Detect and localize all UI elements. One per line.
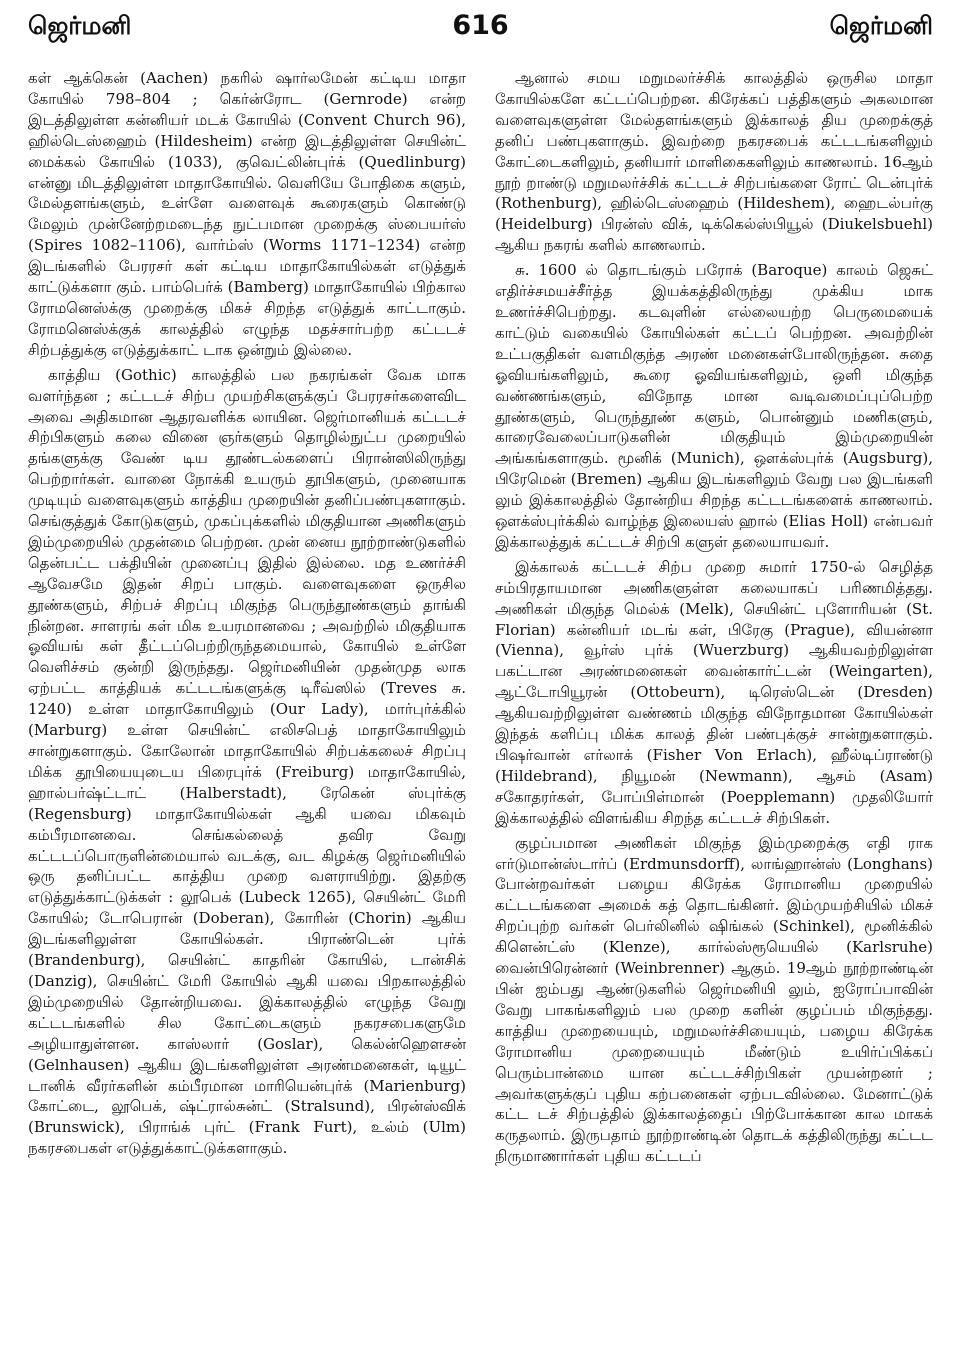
running-head-left: ஜெர்மனி [28,11,132,40]
paragraph: காத்திய (Gothic) காலத்தில் பல நகரங்கள் வேக மாக வளர்ந்தன ; கட்டடச் சிற்ப முயற்சிகளுக்குப் பேரரசர்களைவிட அவை அதிகமான ஆதரவளிக்க லாயின. ஜெர்மானியக் கட்டடச் சிற்பிகளும் கலை வினை ஞர்களும் தொழில்நுட்ப முறையில் தங்களுக்கு வேண் டிய தூண்டல்களைப் பிரான்ஸிலிருந்து பெற்றார்கள். வானை நோக்கி உயரும் தூபிகளும், முனையாக முடியும் வளைவுகளும் காத்திய முறையின் தனிப்பண்புகளாகும். செங்குத்துக் கோடுகளும், முகப்புக்களில் மிகுதியான அணிகளும் இம்முறையில் முதன்மை பெற்றன. முன் னைய நூற்றாண்டுகளில் தென்பட்ட பக்தியின் முனைப்பு இதில் இல்லை. மத உணர்ச்சி ஆவேசமே இதன் சிறப் பாகும். வளைவுகளை ஒருசில தூண்களும், சிற்பச் சிறப்பு மிகுந்த பெருந்தூண்களும் தாங்கி நின்றன. சாளரங் கள் மிக உயரமானவை ; அவற்றில் மிகுதியாக ஓவியங் கள் தீட்டப்பெற்றிருந்தமையால், கோயில் உள்ளே வெளிச்சம் குன்றி இருந்தது. ஜெர்மனியின் முதன்முத லாக ஏற்பட்ட காத்தியக் கட்டடங்களுக்கு டிரீவ்ஸில் (Treves சு. 1240) உள்ள மாதாகோயிலும் (Our Lady), மார்புர்க்கில் (Marburg) உள்ள செயின்ட் எலிசபெத் மாதாகோயிலும் சான்றுகளாகும். கோலோன் மாதாகோயில் சிற்பக்கலைச் சிறப்பு மிக்க தூபியையுடைய பிரைபுர்க் (Freiburg) மாதாகோயில், ஹால்பர்ஷ்ட்டாட் (Halberstadt), ரேகென் ஸ்புர்க்கு (Regensburg) மாதாகோயில்கள் ஆகி யவை மிகவும் கம்பீரமானவை. செங்கல்லைத் தவிர வேறு கட்டடப்பொருளின்மையால் வடக்கு, வட கிழக்கு ஜெர்மனியில் ஒரு தனிப்பட்ட காத்திய முறை வளராயிற்று. இதற்கு எடுத்துக்காட்டுக்கள் : லூபெக் (Lubeck 1265), செயின்ட் மேரி கோயில்; டோபெரான் (Doberan), கோரின் (Chorin) ஆகிய இடங்களிலுள்ள கோயில்கள். பிராண்டென் புர்க் (Brandenburg), செயின்ட் காதரின் கோயில், டான்சிக் (Danzig), செயின்ட் மேரி கோயில் ஆகி யவை பிறகாலத்தில் இம்முறையில் தோன்றியவை. இக்காலத்தில் எழுந்த வேறு கட்டடங்களில் சில கோட்டைகளும் நகரசபைகளுமே அழியாதுள்ளன. காஸ்லார் (Goslar), கெல்ன்ஹௌசன் (Gelnhausen) ஆகிய இடங்களிலுள்ள அரண்மனைகள், டியூட் டானிக் வீரர்களின் கம்பீரமான மாரியென்புர்க் (Marienburg) கோட்டை, லூபெக், ஷ்ட்ரால்சுன்ட் (Stralsund), பிரன்ஸ்விக் (Brunswick), பிராங்க் புர்ட் (Frank Furt), உல்ம் (Ulm) நகரசபைகள் எடுத்துக்காட்டுக்களாகும். [28,365,466,1158]
two-column-body [28,68,933,1171]
paragraph: சு. 1600 ல் தொடங்கும் பரோக் (Baroque) காலம் ஜெசுட் எதிர்ச்சமயச்சீர்த்த இயக்கத்திலிருந்து முக்கிய மாக உணர்ச்சிபெற்றது. கடவுளின் எல்லையற்ற பெருமையைக் காட்டும் வகையில் கோயில்கள் கட்டப் பெற்றன. அவற்றின் உட்பகுதிகள் வளமிகுந்த அரண் மனைகள்போலிருந்தன. சுதை ஓவியங்களிலும், கூரை ஓவியங்களிலும், ஒளி மிகுந்த வண்ணங்களும், விநோத மான வடிவமைப்புப்பெற்ற தூண்களும், பெருந்தூண் களும், பொன்னும் மணிகளும், காரைவேலைப்பாடுகளின் மிகுதியும் இம்முறையின் அங்கங்களாகும். மூனிக் (Munich), ஔக்ஸ்புர்க் (Augsburg), பிரேமென் (Bremen) ஆகிய இடங்களிலும் வேறு பல இடங்களி லும் இக்காலத்தில் தோன்றிய சிறந்த கட்டடங்களைக் காணலாம். ஔக்ஸ்புர்க்கில் வாழ்ந்த இலையஸ் ஹால் (Elias Holl) என்பவர் இக்காலத்துக் கட்டடச் சிற்பி களுள் தலையாயவர். [495,261,933,551]
running-head-right: ஜெர்மனி [829,11,933,40]
paragraph: ஆனால் சமய மறுமலர்ச்சிக் காலத்தில் ஒருசில மாதா கோயில்களே கட்டப்பெற்றன. கிரேக்கப் பத்திகளும் அகலமான வளைவுகளுள்ள மேல்தளங்களும் இக்காலத் திய முறைக்குத் தனிப் பண்புகளாகும். இவற்றை நகரசபைக் கட்டடங்களிலும் கோட்டைகளிலும், தனியார் மாளிகைகளிலும் காணலாம். 16ஆம் நூற் றாண்டு மறுமலர்ச்சிக் கட்டடச் சிற்பங்களை ரோட் டென்புர்க் (Rothenburg), ஹில்டெஸ்ஹைம் (Hildeshem), ஹைடல்பர்கு (Heidelburg) பிரன்ஸ் விக், டிக்கெல்ஸ்பியூல் (Diukelsbuehl) ஆகிய நகரங் களில் காணலாம். [495,69,933,255]
paragraph: குழப்பமான அணிகள் மிகுந்த இம்முறைக்கு எதி ராக எர்டுமான்ஸ்டார்ப் (Erdmunsdorff), லாங்ஹான்ஸ் (Longhans) போன்றவர்கள் பழைய கிரேக்க ரோமானிய முறையில் கட்டடங்களை அமைக் கத் தொடங்கினர். இம்முயற்சியில் மிகச் சிறப்புற்ற வர்கள் பெர்லினில் ஷிங்கல் (Schinkel), மூனிக்கில் கிளென்ட்ஸ் (Klenze), கார்ல்ஸ்ரூயெயில் (Karlsruhe) வைன்பிரென்னர் (Weinbrenner) ஆகும். 19ஆம் நூற்றாண்டின் பின் ஐம்பது ஆண்டுகளில் ஜெர்மனியி லும், ஐரோப்பாவின் வேறு பாகங்களிலும் பல முறை களின் குழப்பம் மிகுந்தது. காத்திய முறையையும், மறுமலர்ச்சியையும், பழைய கிரேக்க ரோமானிய முறையையும் மீண்டும் உயிர்ப்பிக்கப் பெரும்பான்மை யான கட்டடச்சிற்பிகள் முயன்றனர் ; அவர்களுக்குப் புதிய கற்பனைகள் ஏற்படவில்லை. மேனாட்டுக் கட்ட டச் சிற்பத்தில் இக்காலத்தைப் பிற்போக்கான கால மாகக் கருதலாம். இருபதாம் நூற்றாண்டின் தொடக் கத்திலிருந்து கட்டட நிருமாணார்கள் புதிய கட்டடப் [495,833,933,1166]
paragraph: இக்காலக் கட்டடச் சிற்ப முறை சுமார் 1750-ல் செழித்த சம்பிரதாயமான அணிகளுள்ள கலையாகப் பரிணமித்தது. அணிகள் மிகுந்த மெல்க் (Melk), செயின்ட் புளோரியன் (St. Florian) கன்னியர் மடங் கள், பிரேகு (Prague), வியன்னா (Vienna), வூர்ஸ் புர்க் (Wuerzburg) ஆகியவற்றிலுள்ள பகட்டான அரண்மனைகள் வைன்கார்ட்டன் (Weingarten), ஆட்டோபியூரன் (Ottobeurn), டிரெஸ்டென் (Dresden) ஆகியவற்றிலுள்ள வண்ணம் மிகுந்த விநோதமான கோயில்கள் இந்தக் களிப்பு மிக்க காலத் தின் பண்புக்குச் சான்றுகளாகும். பிஷர்வான் எர்லாக் (Fisher Von Erlach), ஹீல்டிப்ராண்டு (Hildebrand), நியூமன் (Newmann), ஆசம் (Asam) சகோதரர்கள், போப்பிள்மான் (Poepplemann) முதலியோர் இக்காலத்தில் விளங்கிய சிறந்த கட்டடச் சிற்பிகள். [495,557,933,827]
paragraph: கள் ஆக்கென் (Aachen) நகரில் ஷார்லமேன் கட்டிய மாதா கோயில் 798–804 ; கெர்ன்ரோட (Gernrode) என்ற இடத்திலுள்ள கன்னியர் மடக் கோயில் (Convent Church 96), ஹில்டெஸ்ஹைம் (Hildesheim) என்ற இடத்திலுள்ள செயின்ட் மைக்கல் கோயில் (1033), குவெட்லின்புர்க் (Quedlinburg) என்னு மிடத்திலுள்ள மாதாகோயில். வெளியே போதிகை களும், மேல்தளங்களும், உள்ளே வளைவுக் கூரைகளும் கொண்டு மேலும் முன்னேற்றமடைந்த நுட்பமான முறைக்கு ஸ்பையர்ஸ் (Spires 1082–1106), வார்ம்ஸ் (Worms 1171–1234) என்ற இடங்களில் பேரரசர் கள் கட்டிய மாதாகோயில்கள் எடுத்துக் காட்டுக்களா கும். பாம்பெர்க் (Bamberg) மாதாகோயில் பிற்கால ரோமனெஸ்க்கு முறைக்கு மிகச் சிறந்த எடுத்துக் காட்டாகும். ரோமனெஸ்க்குக் காலத்தில் எழுந்த மதச்சார்பற்ற கட்டடச் சிற்பத்துக்கு எடுத்துக்காட் டாக ஒன்றும் இல்லை. [28,69,466,359]
page-number: 616 [452,10,509,41]
page-header [28,10,933,44]
right-column [495,68,933,1171]
left-column [28,68,466,1171]
